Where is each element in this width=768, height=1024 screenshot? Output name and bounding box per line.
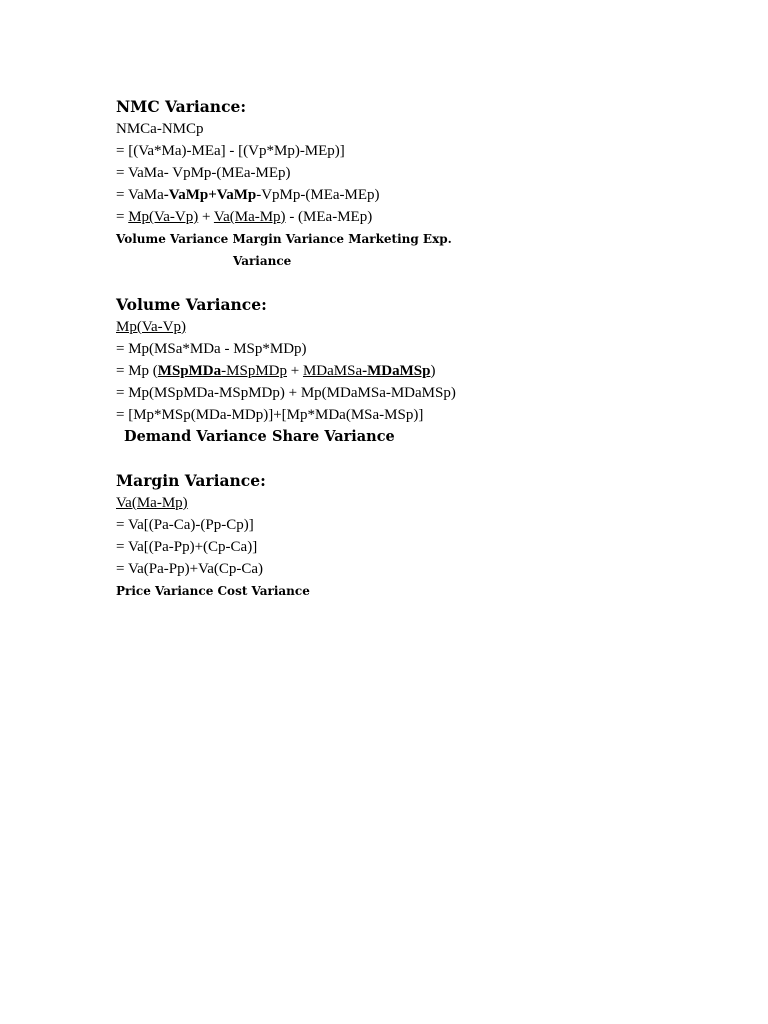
nmc-line-5-part-d: Va(Ma-Mp): [213, 209, 286, 225]
nmc-line-5-part-c: +: [198, 209, 214, 225]
nmc-line-4-part-b: -VaMp+VaMp: [163, 187, 257, 203]
document-page: [116, 96, 676, 602]
volume-line-3-part-d: +: [287, 363, 303, 379]
nmc-heading: NMC Variance:: [116, 97, 247, 116]
nmc-line-4-part-c: -VpMp-(MEa-MEp): [256, 187, 380, 203]
volume-heading: Volume Variance:: [116, 295, 267, 314]
volume-line-3-part-e: MDaMSa: [302, 363, 363, 379]
nmc-line-5-part-a: =: [116, 209, 129, 225]
demand-variance-label: Demand Variance: [124, 428, 267, 445]
share-variance-label: Share Variance: [272, 428, 395, 445]
margin-heading: Margin Variance:: [116, 471, 266, 490]
nmc-line-1: NMCa-NMCp: [116, 121, 204, 137]
margin-line-4: = Va(Pa-Pp)+Va(Cp-Ca): [116, 561, 264, 577]
volume-line-1: Mp(Va-Vp): [116, 319, 186, 335]
nmc-line-5-part-b: Mp(Va-Vp): [128, 209, 199, 225]
volume-line-3-part-g: ): [430, 363, 436, 379]
nmc-line-4-part-a: = VaMa: [116, 187, 164, 203]
volume-line-3-part-c: -MSpMDp: [221, 363, 287, 379]
volume-labels: [116, 426, 676, 448]
margin-line-3: = Va[(Pa-Pp)+(Cp-Ca)]: [116, 539, 258, 555]
volume-line-3-part-f: -MDaMSp: [362, 363, 431, 379]
nmc-line-2: = [(Va*Ma)-MEa] - [(Vp*Mp)-MEp)]: [116, 143, 345, 159]
margin-line-1: Va(Ma-Mp): [116, 495, 188, 511]
volume-line-3: [116, 360, 676, 382]
volume-line-4: = Mp(MSpMDa-MSpMDp) + Mp(MDaMSa-MDaMSp): [116, 385, 456, 401]
nmc-line-5-part-e: - (MEa-MEp): [285, 209, 373, 225]
nmc-labels-2: Variance: [233, 254, 292, 268]
volume-line-3-part-a: = Mp (: [116, 363, 158, 379]
volume-line-2: = Mp(MSa*MDa - MSp*MDp): [116, 341, 307, 357]
nmc-line-4: [116, 184, 676, 206]
nmc-line-3: = VaMa- VpMp-(MEa-MEp): [116, 165, 291, 181]
margin-line-2: = Va[(Pa-Ca)-(Pp-Cp)]: [116, 517, 254, 533]
nmc-labels-1: Volume Variance Margin Variance Marketing Exp.: [116, 232, 452, 246]
volume-line-3-part-b: MSpMDa: [157, 363, 222, 379]
volume-line-5: = [Mp*MSp(MDa-MDp)]+[Mp*MDa(MSa-MSp)]: [116, 407, 424, 423]
margin-labels: Price Variance Cost Variance: [116, 584, 310, 598]
nmc-line-5: [116, 206, 676, 228]
